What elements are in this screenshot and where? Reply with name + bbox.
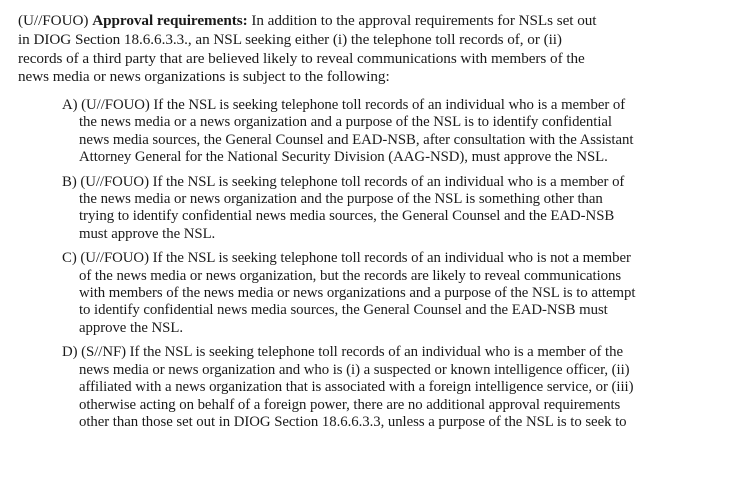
item-line: otherwise acting on behalf of a foreign power, there are no additional approval requirements — [79, 396, 621, 413]
item-first-line: D) (S//NF) If the NSL is seeking telephone toll records of an individual who is a member of the — [62, 344, 623, 361]
intro-first-line-text: In addition to the approval requirements for NSLs set out — [251, 12, 597, 29]
intro-line: records of a third party that are believed likely to reveal communications with members of the — [18, 49, 585, 67]
item-line: news media or news organization and who is (i) a suspected or known intelligence officer, (ii) — [79, 361, 630, 378]
item-line: the news media or news organization and the purpose of the NSL is something other than — [79, 191, 603, 208]
item-line: other than those set out in DIOG Section 18.6.6.3.3, unless a purpose of the NSL is to seek to — [79, 413, 627, 430]
section-heading: Approval requirements: — [92, 12, 248, 29]
intro-line: news media or news organizations is subject to the following: — [18, 68, 390, 86]
classification-marking: (U//FOUO) — [18, 12, 89, 29]
item-first-line: C) (U//FOUO) If the NSL is seeking telephone toll records of an individual who is not a member — [62, 250, 631, 267]
item-line: with members of the news media or news organizations and a purpose of the NSL is to attempt — [79, 285, 636, 302]
item-first-line: A) (U//FOUO) If the NSL is seeking telephone toll records of an individual who is a member of — [62, 97, 626, 113]
requirements-list — [62, 97, 730, 431]
intro-paragraph — [18, 12, 730, 87]
item-first-line: B) (U//FOUO) If the NSL is seeking telephone toll records of an individual who is a member of — [62, 173, 625, 190]
item-line: trying to identify confidential news media sources, the General Counsel and the EAD-NSB — [79, 208, 615, 225]
item-line: approve the NSL. — [79, 319, 183, 336]
list-item-b — [62, 174, 730, 244]
item-line: news media sources, the General Counsel and EAD-NSB, after consultation with the Assistant — [79, 131, 634, 148]
item-line: affiliated with a news organization that is associated with a foreign intelligence service, or (iii) — [79, 379, 634, 396]
intro-first-line — [18, 12, 730, 31]
list-item-c — [62, 250, 730, 337]
item-line: of the news media or news organization, but the records are likely to reveal communications — [79, 267, 622, 284]
item-line: the news media or a news organization and a purpose of the NSL is to identify confidential — [79, 114, 612, 131]
intro-line: in DIOG Section 18.6.6.3.3., an NSL seeking either (i) the telephone toll records of, or (ii) — [18, 30, 562, 48]
item-line: to identify confidential news media sources, the General Counsel and the EAD-NSB must — [79, 302, 608, 319]
item-line: must approve the NSL. — [79, 225, 216, 242]
list-item-a — [62, 97, 730, 167]
list-item-d — [62, 344, 730, 431]
item-line: Attorney General for the National Security Division (AAG-NSD), must approve the NSL. — [79, 149, 608, 166]
